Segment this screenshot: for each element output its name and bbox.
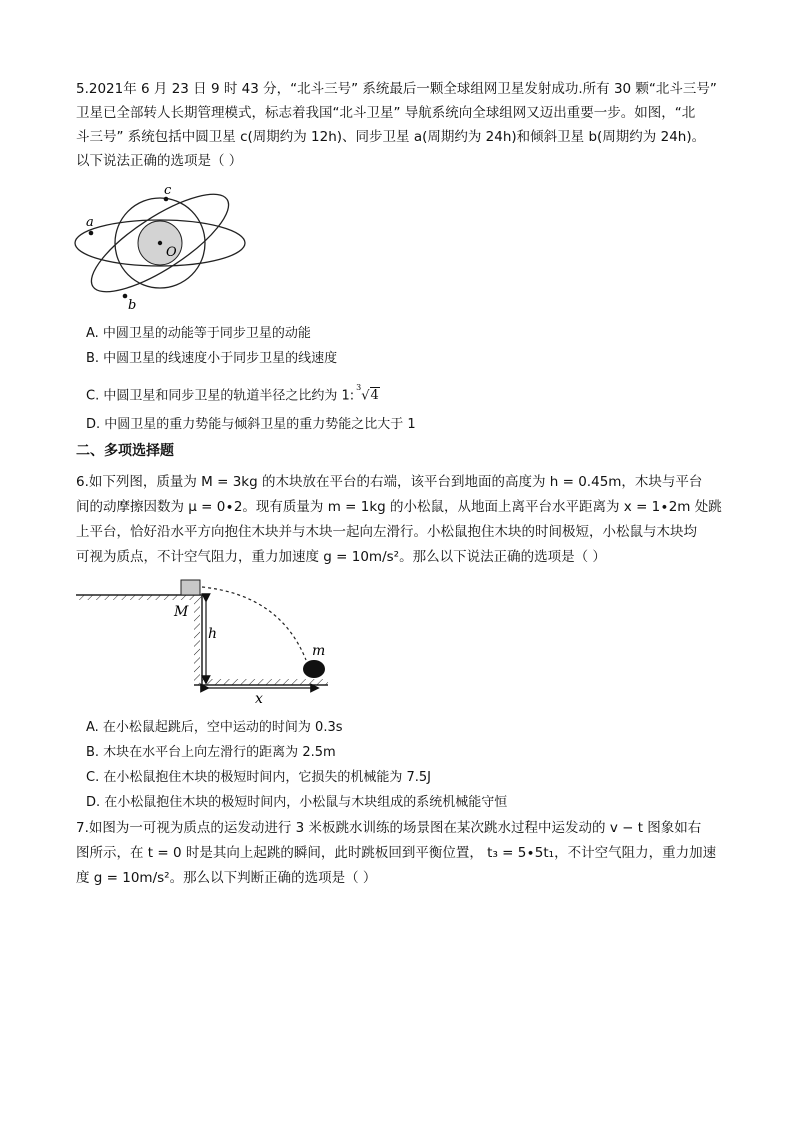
label-m: m <box>312 643 326 659</box>
ground-hatching <box>202 679 328 685</box>
q6-option-c: C. 在小松鼠抱住木块的极短时间内，它损失的机械能为 7.5J <box>86 770 431 785</box>
satellite-a <box>89 231 94 236</box>
platform-squirrel-figure <box>70 575 340 710</box>
root-index: 3 <box>356 383 362 392</box>
q7-text-line-2: 图所示，在 t = 0 时是其向上起跳的瞬间，此时跳板回到平衡位置， t₃ = 5∙5t₁，不计空气阻力，重力加速 <box>76 845 717 861</box>
label-o: O <box>166 245 177 260</box>
platform-hatching <box>76 595 202 600</box>
section-heading: 二、多项选择题 <box>76 443 174 459</box>
q5-text-line-4: 以下说法正确的选项是（ ） <box>76 153 243 169</box>
q5-text-line-1: 5.2021年 6 月 23 日 9 时 43 分，“北斗三号” 系统最后一颗全球组网卫星发射成功.所有 30 颗“北斗三号” <box>76 81 717 97</box>
q7-text-line-1: 7.如图为一可视为质点的运发动进行 3 米板跳水训练的场景图在某次跳水过程中运发动的 v − t 图象如右 <box>76 820 702 836</box>
q5-option-b: B. 中圆卫星的线速度小于同步卫星的线速度 <box>86 351 338 366</box>
label-b: b <box>128 298 137 313</box>
label-x: x <box>255 691 263 707</box>
wall-hatching <box>194 600 200 685</box>
q6-text-line-1: 6.如下列图，质量为 M = 3kg 的木块放在平台的右端，该平台到地面的高度为 h = 0.45m，木块与平台 <box>76 474 703 490</box>
satellite-orbit-figure <box>70 180 255 315</box>
q6-option-d: D. 在小松鼠抱住木块的极短时间内，小松鼠与木块组成的系统机械能守恒 <box>86 795 508 810</box>
q6-option-b: B. 木块在水平台上向左滑行的距离为 2.5m <box>86 745 336 760</box>
q7-text-line-3: 度 g = 10m/s²。那么以下判断正确的选项是（ ） <box>76 870 377 886</box>
label-a: a <box>86 215 94 230</box>
earth-center-dot <box>158 241 162 245</box>
q5-text-line-2: 卫星已全部转人长期管理模式，标志着我国“北斗卫星” 导航系统向全球组网又迈出重要一步。如图，“北 <box>76 105 696 121</box>
squirrel <box>303 660 325 678</box>
jump-trajectory <box>202 587 306 660</box>
satellite-b <box>123 294 128 299</box>
q5-text-line-3: 斗三号” 系统包括中圆卫星 c(周期约为 12h)、同步卫星 a(周期约为 24h)和倾斜卫星 b(周期约为 24h)。 <box>76 129 706 145</box>
q6-text-line-3: 上平台，恰好沿水平方向抱住木块并与木块一起向左滑行。小松鼠抱住木块的时间极短，小松鼠与木块均 <box>76 524 697 540</box>
label-M: M <box>174 604 189 620</box>
block-m <box>181 580 200 595</box>
q6-text-line-2: 间的动摩擦因数为 μ = 0∙2。现有质量为 m = 1kg 的小松鼠，从地面上离平台水平距离为 x = 1∙2m 处跳 <box>76 499 722 515</box>
root-radicand: 4 <box>370 388 379 404</box>
cube-root-expression <box>356 383 380 405</box>
q6-option-a: A. 在小松鼠起跳后，空中运动的时间为 0.3s <box>86 720 343 735</box>
label-h: h <box>208 626 218 642</box>
q5-option-d: D. 中圆卫星的重力势能与倾斜卫星的重力势能之比大于 1 <box>86 417 416 432</box>
q5-option-a: A. 中圆卫星的动能等于同步卫星的动能 <box>86 326 311 341</box>
q5-option-c-text: C. 中圆卫星和同步卫星的轨道半径之比约为 1: <box>86 388 355 404</box>
q6-text-line-4: 可视为质点，不计空气阻力，重力加速度 g = 10m/s²。那么以下说法正确的选项是（ ） <box>76 549 606 565</box>
radical-sign-icon: √ <box>361 388 370 404</box>
q5-option-c <box>86 383 380 405</box>
label-c: c <box>164 183 172 198</box>
